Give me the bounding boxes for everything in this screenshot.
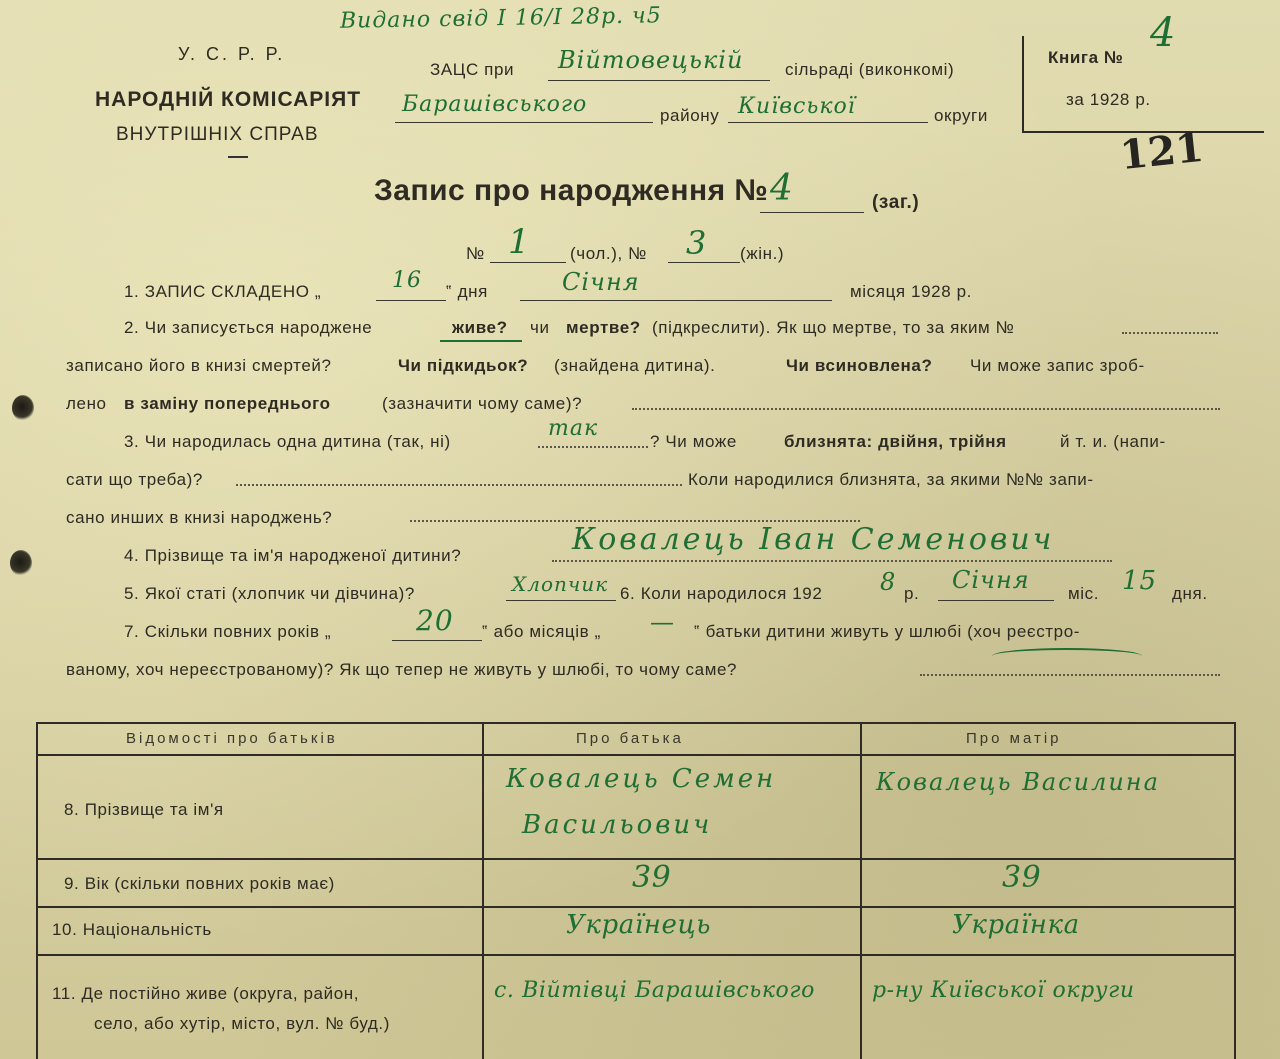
q2-foundling: Чи підкидьок? xyxy=(398,356,529,375)
q5-underline xyxy=(506,600,616,601)
header-parents-info: Відомості про батьків xyxy=(126,730,338,747)
zags-prefix: ЗАЦС при xyxy=(430,60,515,79)
q7-line1-c: ‟ батьки дитини живуть у шлюбі (хоч реєстро- xyxy=(694,622,1081,641)
marriage-years-underline xyxy=(392,640,482,641)
q7-line1-b: ‟ або місяців „ xyxy=(482,622,601,641)
q6-month-label: міс. xyxy=(1068,584,1100,603)
registry-stamp: 121 xyxy=(1117,123,1206,180)
q3-line3: сано инших в книзі народжень? xyxy=(66,508,333,527)
district-label: району xyxy=(660,106,720,125)
country-label: У. С. Р. Р. xyxy=(178,44,286,64)
header-father: Про батька xyxy=(576,730,684,747)
q3-line1-c: й т. и. (напи- xyxy=(1060,432,1166,451)
record-number-underline xyxy=(760,212,864,213)
mother-nationality: Українка xyxy=(952,910,1080,940)
marriage-years: 20 xyxy=(416,604,454,637)
department-title: ВНУТРІШНІХ СПРАВ xyxy=(116,124,319,145)
q2-line3-b: (зазначити чому саме)? xyxy=(382,394,583,413)
row-residence-label-1: 11. Де постійно живе (округа, район, xyxy=(52,984,360,1003)
q2-dead: мертве? xyxy=(566,318,641,337)
q4-fill xyxy=(552,560,1112,562)
birth-month-underline xyxy=(938,600,1054,601)
q1-day-underline xyxy=(376,300,446,301)
q2-alive: живе? xyxy=(452,318,508,337)
child-sex: Хлопчик xyxy=(512,572,609,596)
parents-table xyxy=(36,722,1236,1059)
q7-line2-fill xyxy=(920,674,1220,676)
divider xyxy=(228,156,248,158)
q6-day-label: дня. xyxy=(1172,584,1208,603)
okrug-label: округи xyxy=(934,106,988,125)
q6-label: 6. Коли народилося 192 xyxy=(620,584,823,603)
q7-line1-a: 7. Скільки повних років „ xyxy=(124,622,332,641)
village-underline xyxy=(548,80,770,81)
q3-twins: близнята: двійня, трійня xyxy=(784,432,1007,451)
q2-line3-a: лено xyxy=(66,394,107,413)
row-nationality-label: 10. Національність xyxy=(52,920,212,939)
q6-year-label: р. xyxy=(904,584,920,603)
q2-adopted: Чи всиновлена? xyxy=(786,356,933,375)
female-label: (жін.) xyxy=(740,244,785,263)
table-col-divider xyxy=(860,722,862,1059)
header-mother: Про матір xyxy=(966,730,1062,747)
q1-tail: місяця 1928 р. xyxy=(850,282,972,301)
q3-line2-b: Коли народилися близнята, за якими №№ запи- xyxy=(688,470,1094,489)
row-residence-label-2: село, або хутір, місто, вул. № буд.) xyxy=(94,1014,391,1033)
table-row-divider xyxy=(36,754,1236,756)
table-border-right xyxy=(1234,722,1236,1059)
okrug-underline xyxy=(728,122,928,123)
male-number: 1 xyxy=(508,222,531,262)
q2-alive-underline-mark xyxy=(440,330,522,342)
q5-label: 5. Якої статі (хлопчик чи дівчина)? xyxy=(124,584,415,603)
q7-line2: ваному, хоч нереєстрованому)? Як що тепер не живуть у шлюбі, то чому саме? xyxy=(66,660,738,679)
q2-line1-a: 2. Чи записується народжене xyxy=(124,318,373,337)
issued-annotation: Видано свід I 16/I 28р. ч5 xyxy=(339,3,662,34)
district-value: Барашівського xyxy=(402,92,588,117)
row-age-label: 9. Вік (скільки повних років має) xyxy=(64,874,335,893)
table-row-divider xyxy=(36,906,1236,908)
q4-label: 4. Прізвище та ім'я народженої дитини? xyxy=(124,546,462,565)
mother-age: 39 xyxy=(1002,860,1042,895)
book-number: 4 xyxy=(1150,10,1177,56)
q7-line2-mark xyxy=(992,648,1142,664)
table-border-left xyxy=(36,722,38,1059)
q1-month: Січня xyxy=(562,268,640,296)
q3-line2-fill xyxy=(236,484,682,486)
record-title: Запис про народження № xyxy=(374,174,769,207)
marriage-months: — xyxy=(650,608,675,636)
q3-line1-a: 3. Чи народилась одна дитина (так, ні) xyxy=(124,432,451,451)
q2-line3-fill xyxy=(632,408,1220,410)
q2-line2-a: записано його в книзі смертей? xyxy=(66,356,332,375)
q3-line1-b: ? Чи може xyxy=(650,432,737,451)
q2-line2-c: Чи може запис зроб- xyxy=(970,356,1145,375)
district-underline xyxy=(395,122,653,123)
q1-day: 16 xyxy=(392,268,422,293)
book-label: Книга № xyxy=(1048,48,1124,67)
birth-month: Січня xyxy=(952,566,1030,594)
q3-line2-a: сати що треба)? xyxy=(66,470,203,489)
q2-line2-b: (знайдена дитина). xyxy=(554,356,716,375)
father-age: 39 xyxy=(632,860,672,895)
record-title-suffix: (заг.) xyxy=(872,192,920,213)
punch-hole xyxy=(12,395,34,421)
q2-line1-fill xyxy=(1122,332,1218,334)
father-name-line1: Ковалець Семен xyxy=(506,764,777,794)
commissariat-title: НАРОДНІЙ КОМІСАРІЯТ xyxy=(95,88,362,111)
father-nationality: Українець xyxy=(566,910,711,940)
child-name: Ковалець Іван Семенович xyxy=(572,522,1055,557)
row-name-label: 8. Прізвище та ім'я xyxy=(64,800,224,819)
punch-hole xyxy=(10,550,32,576)
mother-name: Ковалець Василина xyxy=(876,768,1160,796)
table-border-top xyxy=(36,722,1236,724)
father-residence: с. Війтівці Барашівського xyxy=(494,978,815,1003)
q3-answer: так xyxy=(548,416,599,441)
mother-residence: р-ну Київської округи xyxy=(872,978,1135,1003)
q2-line1-b: чи xyxy=(530,318,550,337)
village-value: Війтовецькій xyxy=(558,46,744,74)
record-number: 4 xyxy=(770,168,794,209)
village-suffix: сільраді (виконкомі) xyxy=(785,60,955,79)
q3-answer-fill xyxy=(538,446,648,448)
birth-day: 15 xyxy=(1122,566,1158,596)
female-number-underline xyxy=(668,262,740,263)
book-year: за 1928 р. xyxy=(1066,90,1151,109)
table-row-divider xyxy=(36,954,1236,956)
num-label: № xyxy=(466,244,485,263)
birth-year-digit: 8 xyxy=(880,568,897,596)
q1-month-underline xyxy=(520,300,832,301)
okrug-value: Київської xyxy=(738,94,856,119)
q2-replace: в заміну попереднього xyxy=(124,394,331,413)
male-number-underline xyxy=(490,262,566,263)
q1-day-label: ‟ дня xyxy=(446,282,488,301)
q2-line1-c: (підкреслити). Як що мертве, то за яким № xyxy=(652,318,1015,337)
male-label: (чол.), № xyxy=(570,244,647,263)
female-number: 3 xyxy=(686,224,708,262)
father-name-line2: Васильович xyxy=(522,810,713,840)
q1-lead: 1. ЗАПИС СКЛАДЕНО „ xyxy=(124,282,322,301)
table-col-divider xyxy=(482,722,484,1059)
